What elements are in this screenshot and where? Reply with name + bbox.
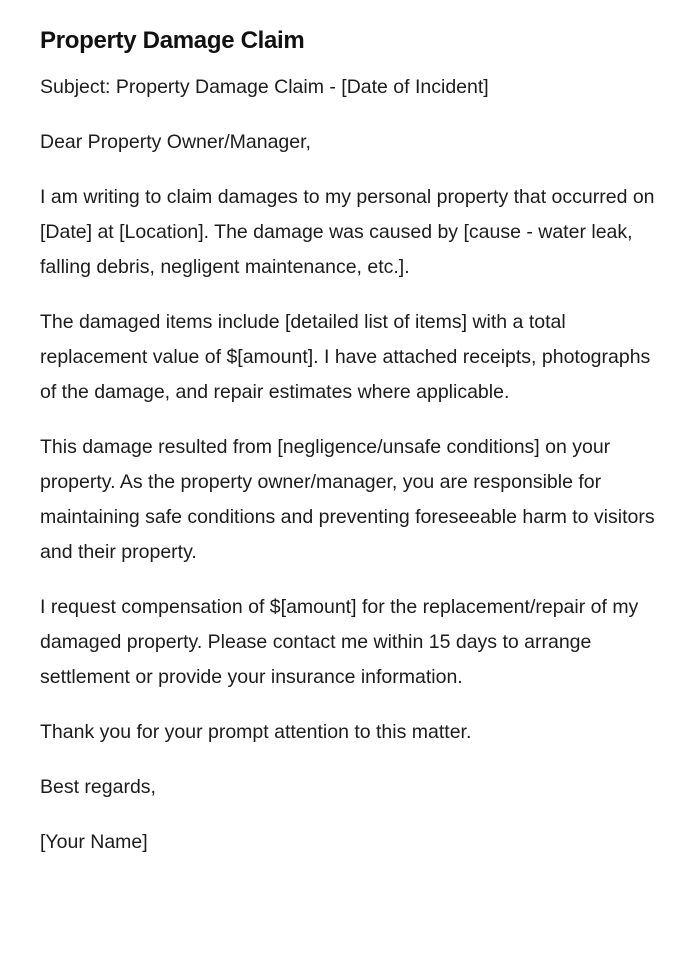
body-paragraph-items: The damaged items include [detailed list of items] with a total replacement value of $[amount]. I have attached receipts, photographs of the damage, and repair estimates where applicable. — [40, 311, 651, 403]
subject-line: Subject: Property Damage Claim - [Date of Incident] — [40, 76, 489, 98]
greeting: Dear Property Owner/Manager, — [40, 131, 311, 153]
signature: [Your Name] — [40, 831, 148, 853]
body-paragraph-liability: This damage resulted from [negligence/unsafe conditions] on your property. As the property owner/manager, you are responsible for maintaining safe conditions and preventing foreseeable harm to visitors and their property. — [40, 436, 655, 563]
body-paragraph-thanks: Thank you for your prompt attention to this matter. — [40, 721, 472, 743]
document-title: Property Damage Claim — [40, 27, 305, 54]
body-paragraph-request: I request compensation of $[amount] for the replacement/repair of my damaged property. Please contact me within 15 days to arrange settlement or provide your insurance information. — [40, 596, 639, 688]
closing: Best regards, — [40, 776, 156, 798]
body-paragraph-incident: I am writing to claim damages to my personal property that occurred on [Date] at [Location]. The damage was caused by [cause - water leak, falling debris, negligent maintenance, etc.]. — [40, 186, 655, 278]
